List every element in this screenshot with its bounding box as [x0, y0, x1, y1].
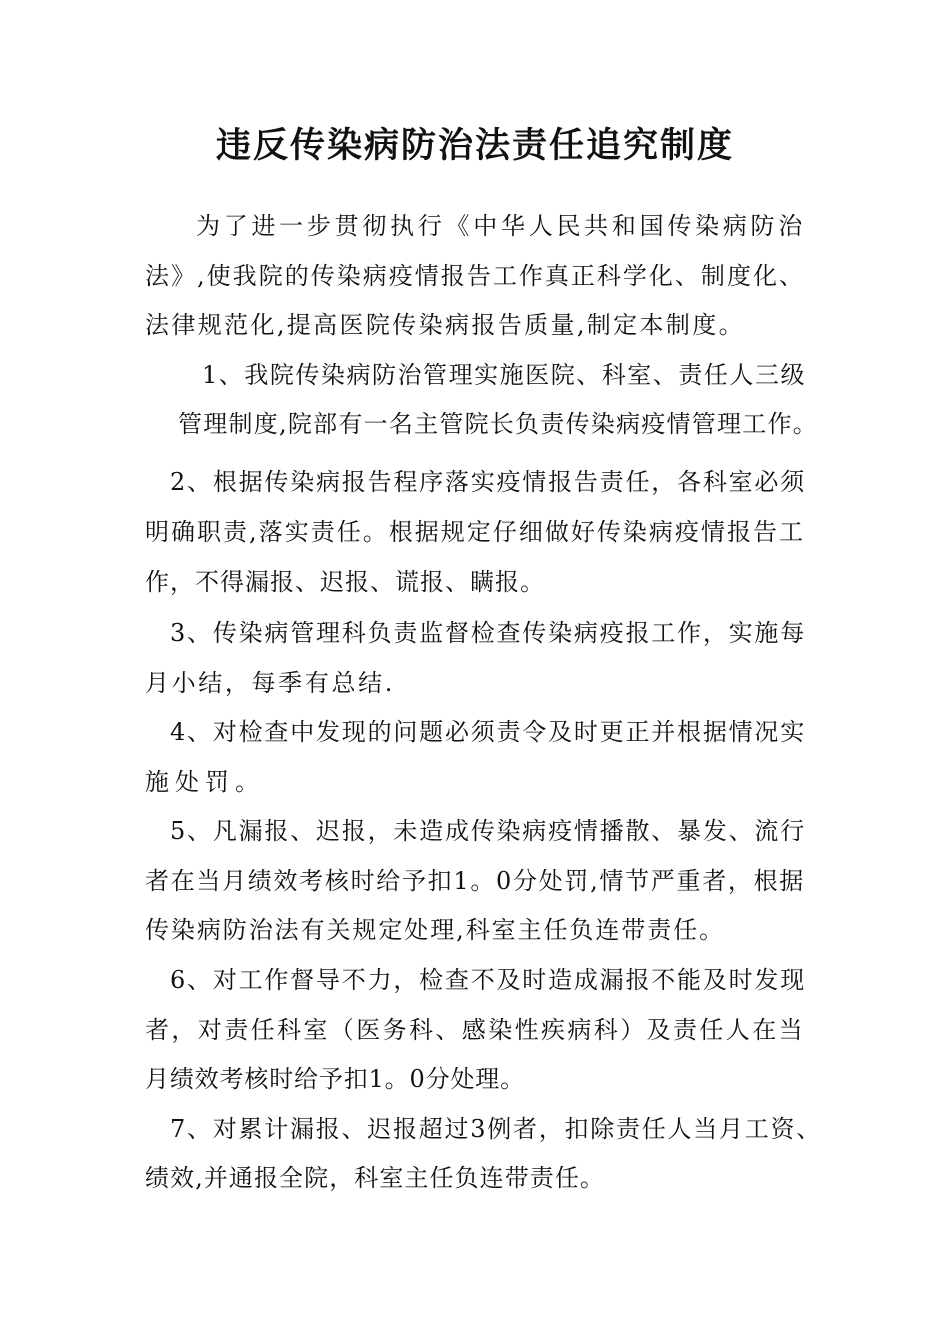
text-line: 月小结，每季有总结. — [145, 669, 395, 697]
text-line: 7、对累计漏报、迟报超过3例者，扣除责任人当月工资、 — [170, 1115, 822, 1143]
text-line: 明确职责,落实责任。根据规定仔细做好传染病疫情报告工 — [145, 518, 805, 546]
document-title: 违反传染病防治法责任追究制度 — [215, 126, 734, 166]
text-line: 5、凡漏报、迟报，未造成传染病疫情播散、暴发、流行 — [170, 817, 806, 845]
text-line: 1、我院传染病防治管理实施医院、科室、责任人三级 — [202, 361, 806, 389]
text-line: 6、对工作督导不力，检查不及时造成漏报不能及时发现 — [170, 966, 806, 994]
text-line: 法》,使我院的传染病疫情报告工作真正科学化、制度化、 — [145, 262, 805, 290]
text-line: 施处罚。 — [145, 768, 265, 796]
text-line: 为了进一步贯彻执行《中华人民共和国传染病防治 — [196, 212, 806, 240]
text-line: 管理制度,院部有一名主管院长负责传染病疫情管理工作。 — [178, 410, 818, 438]
text-line: 作，不得漏报、迟报、谎报、瞒报。 — [145, 568, 545, 596]
text-line: 者，对责任科室（医务科、感染性疾病科）及责任人在当 — [145, 1016, 805, 1044]
text-line: 者在当月绩效考核时给予扣1。0分处罚,情节严重者，根据 — [145, 867, 805, 895]
text-line: 2、根据传染病报告程序落实疫情报告责任，各科室必须 — [170, 468, 806, 496]
text-line: 传染病防治法有关规定处理,科室主任负连带责任。 — [145, 916, 725, 944]
text-line: 月绩效考核时给予扣1。0分处理。 — [145, 1065, 525, 1093]
text-line: 绩效,并通报全院，科室主任负连带责任。 — [145, 1164, 605, 1192]
text-line: 3、传染病管理科负责监督检查传染病疫报工作，实施每 — [170, 619, 806, 647]
text-line: 4、对检查中发现的问题必须责令及时更正并根据情况实 — [170, 718, 806, 746]
text-line: 法律规范化,提高医院传染病报告质量,制定本制度。 — [145, 311, 745, 339]
